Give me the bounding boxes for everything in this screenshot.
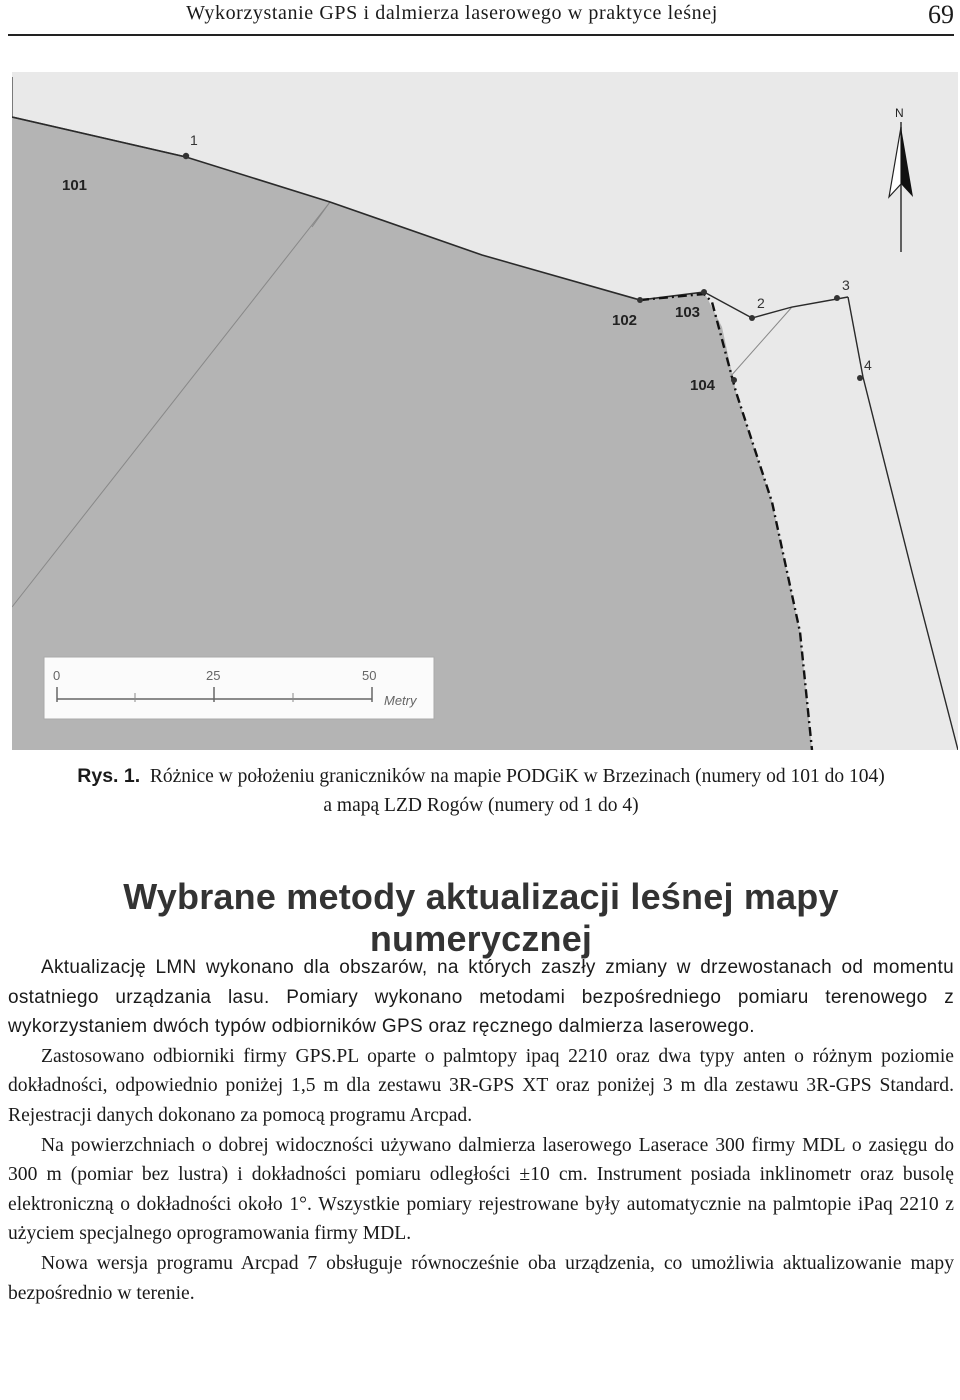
- point-label-102: 102: [612, 312, 638, 329]
- boundary-map: [12, 72, 958, 750]
- point-marker: [701, 289, 707, 295]
- boundary-map-figure: [12, 72, 958, 750]
- scale-tick-25: 25: [206, 668, 221, 683]
- point-label-103: 103: [675, 304, 701, 321]
- point-marker: [834, 295, 840, 301]
- point-marker: [857, 375, 863, 381]
- caption-lead: Rys. 1.: [77, 765, 141, 787]
- point-label-1: 1: [190, 132, 198, 148]
- paragraph: Zastosowano odbiorniki firmy GPS.PL oparte o palmtopy ipaq 2210 oraz dwa typy anten o różnym poziomie dokładności, odpowiednio poniżej 1,5 m dla zestawu 3R-GPS XT oraz poniżej 3 m dla zestawu 3R-GPS Standard. Rejestracji danych dokonano za pomocą programu Arcpad.: [8, 1045, 954, 1126]
- running-header: [8, 0, 954, 36]
- paragraph: Nowa wersja programu Arcpad 7 obsługuje równocześnie oba urządzenia, co umożliwia aktualizowanie mapy bezpośrednio w terenie.: [8, 1252, 954, 1304]
- section-heading: Wybrane metody aktualizacji leśnej mapy numerycznej: [123, 876, 839, 959]
- caption-text-2: a mapą LZD Rogów (numery od 1 do 4): [323, 795, 639, 816]
- north-label: N: [895, 106, 904, 120]
- scale-unit: Metry: [384, 693, 417, 708]
- point-label-104: 104: [690, 377, 716, 394]
- paragraph: Aktualizację LMN wykonano dla obszarów, na których zaszły zmiany w drzewostanach od momentu ostatniego urządzania lasu. Pomiary wykonano metodami bezpośredniego pomiaru terenowego z wykorzystaniem dwóch typów odbiorników GPS oraz ręcznego dalmierza laserowego.: [8, 957, 954, 1038]
- scale-bar: [44, 657, 434, 719]
- point-label-2: 2: [757, 295, 765, 311]
- body-text: [8, 953, 954, 1308]
- scale-tick-0: 0: [53, 668, 61, 683]
- point-label-4: 4: [864, 357, 872, 373]
- scale-tick-50: 50: [362, 668, 377, 683]
- page-number: 69: [928, 0, 954, 29]
- point-marker: [749, 315, 755, 321]
- point-marker: [637, 297, 643, 303]
- point-marker: [731, 377, 737, 383]
- point-marker: [183, 153, 189, 159]
- running-title: Wykorzystanie GPS i dalmierza laserowego w praktyce leśnej: [186, 2, 718, 24]
- caption-text: Różnice w położeniu graniczników na mapie PODGiK w Brzezinach (numery od 101 do 104): [149, 766, 885, 787]
- point-label-3: 3: [842, 277, 850, 293]
- paragraph: Na powierzchniach o dobrej widoczności używano dalmierza laserowego Laserace 300 firmy MDL o zasięgu do 300 m (pomiar bez lustra) i dokładności pomiaru odległości ±10 cm. Instrument posiada inklinometr oraz busolę elektroniczną o dokładności około 1°. Wszystkie pomiary rejestrowane były automatycznie na palmtopie iPaq 2210 z użyciem specjalnego oprogramowania firmy MDL.: [8, 1134, 954, 1245]
- figure-caption: [8, 762, 954, 820]
- point-label-101: 101: [62, 177, 88, 194]
